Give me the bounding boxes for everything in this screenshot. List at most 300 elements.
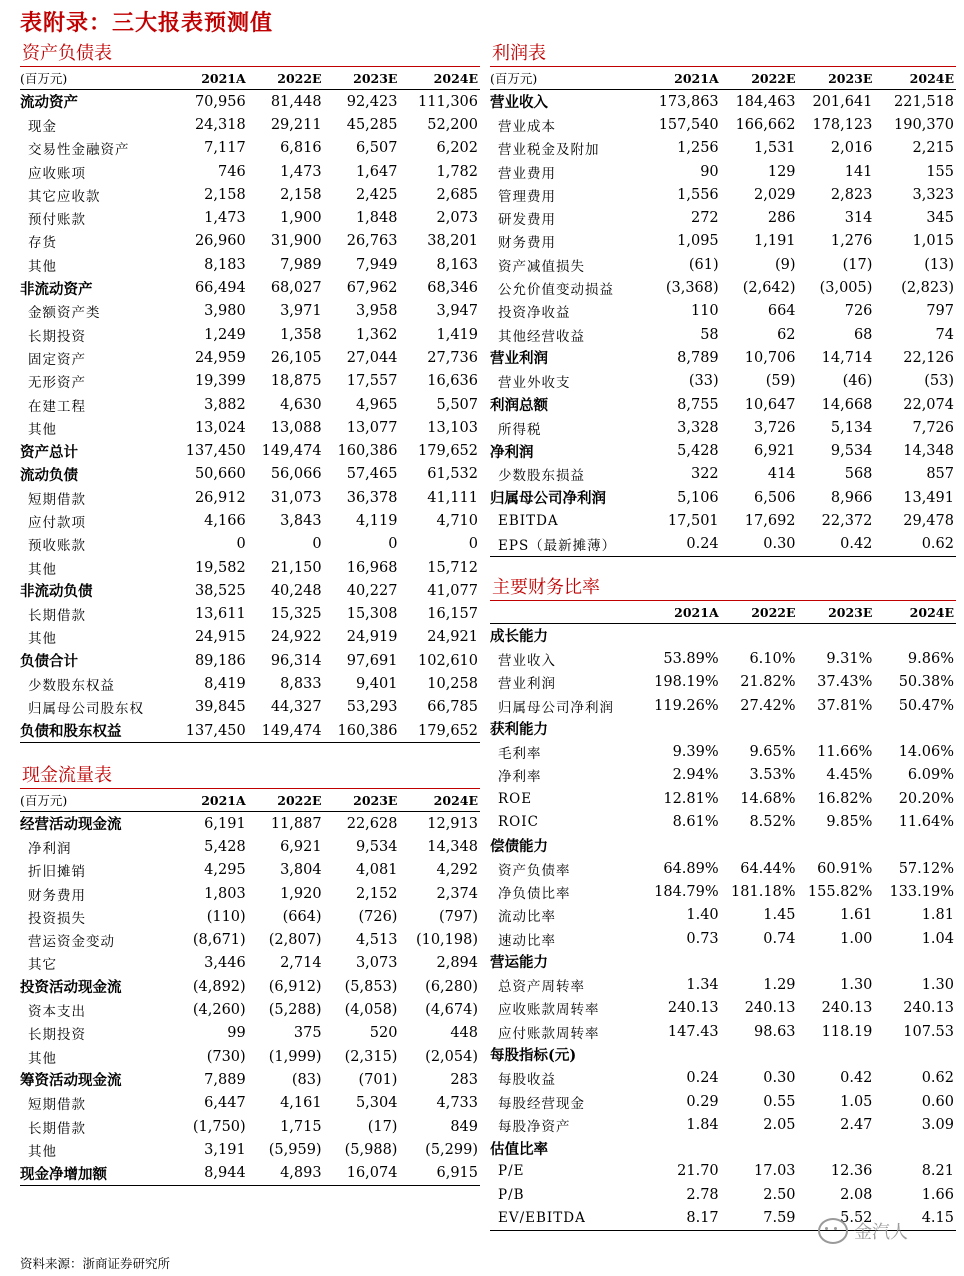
cell-value: 240.13 <box>744 1000 796 1017</box>
cell-value: 9.65% <box>749 744 796 761</box>
cell-value: (2,642) <box>742 280 796 297</box>
cell-value: 9.31% <box>826 650 873 667</box>
table-header-row <box>20 67 480 90</box>
cell-value: 2,714 <box>280 955 322 972</box>
row-label: 营业费用 <box>498 165 556 182</box>
cell-value: 8.61% <box>672 814 719 831</box>
row-label: P/E <box>498 1163 525 1180</box>
table-row <box>20 859 480 882</box>
cell-value: 41,077 <box>427 582 478 599</box>
row-label: 短期借款 <box>28 1097 86 1114</box>
cell-value: 3,073 <box>355 955 398 972</box>
cell-value: 9,401 <box>355 676 398 693</box>
cell-value: 1.34 <box>686 977 719 994</box>
cell-value: 20.20% <box>898 790 954 807</box>
unit-label: (百万元) <box>20 67 172 90</box>
table-row <box>20 882 480 905</box>
row-label: 归属母公司净利润 <box>490 490 606 508</box>
cell-value <box>644 717 721 740</box>
table-row <box>20 416 480 439</box>
cell-value <box>874 950 956 973</box>
cell-value: 137,450 <box>172 719 248 743</box>
cell-value: 568 <box>844 466 873 483</box>
table-row <box>490 1137 956 1160</box>
cell-value <box>798 1043 875 1066</box>
row-label: 利润总额 <box>490 397 548 414</box>
row-label: 筹资活动现金流 <box>20 1072 122 1090</box>
table-row <box>490 137 956 160</box>
row-label: 其他 <box>28 421 57 438</box>
table-row <box>20 626 480 649</box>
row-label: 净利率 <box>498 769 542 786</box>
cell-value: (9) <box>774 256 796 273</box>
cell-value: 0.73 <box>686 930 719 947</box>
table-row <box>20 1115 480 1138</box>
cell-value: 9,534 <box>355 838 398 855</box>
cell-value: 12.81% <box>663 790 719 807</box>
cell-value: 2.05 <box>763 1116 796 1133</box>
cell-value: 53,293 <box>346 699 398 716</box>
cell-value: 61,532 <box>427 466 478 483</box>
row-label: 负债和股东权益 <box>20 719 172 743</box>
table-row <box>490 230 956 253</box>
cell-value: 0.42 <box>798 533 875 557</box>
row-label: 成长能力 <box>490 628 548 646</box>
cell-value: 1,362 <box>355 326 398 343</box>
cell-value: 1,556 <box>677 186 719 203</box>
cell-value: 179,652 <box>399 719 480 743</box>
cell-value: 4,295 <box>204 862 246 879</box>
cell-value: 4,630 <box>280 396 322 413</box>
table-row <box>20 672 480 695</box>
cell-value: 74 <box>935 326 954 343</box>
row-label: 非流动资产 <box>20 280 93 298</box>
cell-value: 13,611 <box>194 606 246 623</box>
row-label: 长期投资 <box>28 1027 86 1044</box>
cell-value: 0.29 <box>686 1093 719 1110</box>
cell-value: 37.43% <box>817 674 873 691</box>
table-row <box>490 997 956 1020</box>
cell-value: 6,506 <box>754 489 796 506</box>
table-row <box>490 346 956 369</box>
cell-value: 64.44% <box>740 860 796 877</box>
cell-value: 13,491 <box>903 489 954 506</box>
table-row <box>490 416 956 439</box>
table-row <box>20 812 480 836</box>
row-label: 投资活动现金流 <box>20 979 122 997</box>
cell-value: 184,463 <box>735 93 796 110</box>
row-label: 其他 <box>28 631 57 648</box>
cell-value: 4,965 <box>355 396 398 413</box>
table-row <box>490 486 956 509</box>
row-label: 归属母公司股东权 <box>28 701 144 718</box>
table-row <box>490 717 956 740</box>
cell-value: 0.62 <box>921 1070 954 1087</box>
cell-value: 0 <box>236 536 246 553</box>
table-row <box>490 834 956 857</box>
cell-value: 3,980 <box>204 303 246 320</box>
cell-value <box>721 1137 798 1160</box>
cell-value: 1.45 <box>763 907 796 924</box>
ratios-section <box>490 576 956 1231</box>
cell-value <box>644 1137 721 1160</box>
table-row <box>20 323 480 346</box>
row-label: 营业利润 <box>490 350 548 368</box>
cell-value: 2,158 <box>280 186 322 203</box>
cell-value: 160,386 <box>337 443 398 460</box>
cell-value: 133.19% <box>889 883 954 900</box>
cell-value: 2.47 <box>840 1116 873 1133</box>
cell-value: 190,370 <box>894 116 954 133</box>
row-label: 其他经营收益 <box>498 328 585 345</box>
cell-value: (730) <box>206 1048 246 1065</box>
table-row <box>490 323 956 346</box>
cell-value: 58 <box>700 326 719 343</box>
cell-value: 27,736 <box>427 349 478 366</box>
row-label: 获利能力 <box>490 721 548 739</box>
cell-value: 40,248 <box>270 582 322 599</box>
row-label: 少数股东损益 <box>498 468 585 485</box>
cell-value: (10,198) <box>415 932 478 949</box>
cell-value: 286 <box>767 210 796 227</box>
cell-value: 283 <box>450 1071 478 1088</box>
cell-value: 0 <box>388 536 398 553</box>
cell-value: 8.21 <box>921 1163 954 1180</box>
cell-value: 14,348 <box>903 443 954 460</box>
row-label: 净负债比率 <box>498 885 571 902</box>
table-row <box>490 740 956 763</box>
row-label: 财务费用 <box>498 235 556 252</box>
cell-value: 11,887 <box>270 815 322 832</box>
cell-value: 14.06% <box>898 744 954 761</box>
table-row <box>20 393 480 416</box>
cell-value: 1.81 <box>921 907 954 924</box>
cell-value: 0.62 <box>874 533 956 557</box>
row-label: 预收账款 <box>28 538 86 555</box>
row-label: 流动负债 <box>20 466 78 484</box>
cell-value: 1.84 <box>686 1116 719 1133</box>
table-row <box>490 533 956 557</box>
cell-value <box>721 834 798 857</box>
cell-value: 98.63 <box>754 1023 796 1040</box>
cell-value: 3,958 <box>355 303 398 320</box>
cell-value: (2,315) <box>344 1048 398 1065</box>
table-row <box>20 928 480 951</box>
cell-value: 0.74 <box>763 930 796 947</box>
row-label: 其他 <box>28 1050 57 1067</box>
cell-value: 24,915 <box>194 629 246 646</box>
cell-value: 10,647 <box>744 396 796 413</box>
cell-value: 37.81% <box>817 697 873 714</box>
cell-value: 141 <box>844 163 873 180</box>
unit-label: (百万元) <box>490 67 644 90</box>
cell-value: 12.36 <box>830 1163 873 1180</box>
cell-value: 9.39% <box>672 744 719 761</box>
cell-value: 67,962 <box>346 280 398 297</box>
cell-value: 27.42% <box>740 697 796 714</box>
cell-value: 16,636 <box>427 373 478 390</box>
column-header: 2021A <box>172 789 248 812</box>
row-label: ROE <box>498 790 533 807</box>
table-row <box>490 694 956 717</box>
row-label: 每股收益 <box>498 1072 556 1089</box>
table-row <box>490 1183 956 1206</box>
cell-value: 726 <box>844 303 873 320</box>
cash-flow-table <box>20 789 480 1186</box>
column-header: 2024E <box>874 601 956 624</box>
table-row <box>490 857 956 880</box>
cell-value: 129 <box>767 163 796 180</box>
cell-value: 155.82% <box>807 883 873 900</box>
table-row <box>490 1067 956 1090</box>
cell-value <box>644 834 721 857</box>
cell-value: 0.30 <box>763 1070 796 1087</box>
row-label: 现金净增加额 <box>20 1161 172 1185</box>
table-row <box>20 463 480 486</box>
cell-value: 6,507 <box>355 140 398 157</box>
cell-value: 50.47% <box>898 697 954 714</box>
cell-value: 7,989 <box>280 256 322 273</box>
cell-value: 29,478 <box>903 512 954 529</box>
cell-value: 1,473 <box>280 163 322 180</box>
cell-value: 746 <box>218 163 246 180</box>
table-row <box>20 206 480 229</box>
cell-value: 6,921 <box>280 838 322 855</box>
table-row <box>490 1043 956 1066</box>
cell-value: 2,016 <box>830 140 873 157</box>
row-label: 应付款项 <box>28 514 86 531</box>
row-label: 投资净收益 <box>498 305 571 322</box>
table-row <box>490 927 956 950</box>
cell-value: 57,465 <box>346 466 398 483</box>
column-header: 2022E <box>721 601 798 624</box>
cell-value: 0 <box>312 536 322 553</box>
row-label: 速动比率 <box>498 932 556 949</box>
cell-value: 22,074 <box>903 396 954 413</box>
table-row <box>490 253 956 276</box>
cell-value: 38,525 <box>194 582 246 599</box>
cell-value <box>644 624 721 648</box>
cell-value: 1.66 <box>921 1186 954 1203</box>
cell-value: 4,119 <box>355 512 398 529</box>
cell-value: 5,106 <box>677 489 719 506</box>
cell-value: 14.68% <box>740 790 796 807</box>
table-row <box>490 463 956 486</box>
cell-value: 1,782 <box>436 163 478 180</box>
cell-value: 12,913 <box>427 815 478 832</box>
cell-value: 1.00 <box>840 930 873 947</box>
cell-value: 1.61 <box>840 907 873 924</box>
table-row <box>490 1160 956 1183</box>
cell-value: 2.08 <box>840 1186 873 1203</box>
cell-value: 66,494 <box>194 280 246 297</box>
cash-flow-title: 现金流量表 <box>22 765 112 786</box>
cell-value: 4.15 <box>874 1206 956 1230</box>
cell-value: 2,894 <box>436 955 478 972</box>
cell-value <box>798 624 875 648</box>
cell-value: 3.09 <box>921 1116 954 1133</box>
row-label: 财务费用 <box>28 887 86 904</box>
cell-value: 1.30 <box>921 977 954 994</box>
cell-value: 6.09% <box>907 767 954 784</box>
cell-value: 1.05 <box>840 1093 873 1110</box>
cell-value: 9.85% <box>826 814 873 831</box>
cell-value: 5,134 <box>830 419 873 436</box>
row-label: 固定资产 <box>28 351 86 368</box>
source-note: 资料来源：浙商证券研究所 <box>20 1256 171 1271</box>
cell-value: 3,843 <box>280 512 322 529</box>
table-row <box>20 556 480 579</box>
row-label: 交易性金融资产 <box>28 142 130 159</box>
cell-value: (4,674) <box>425 1002 478 1019</box>
table-row <box>490 370 956 393</box>
table-row <box>20 183 480 206</box>
cell-value: 2.78 <box>686 1186 719 1203</box>
cell-value <box>721 1043 798 1066</box>
cell-value: 68,027 <box>270 280 322 297</box>
cell-value: 60.91% <box>817 860 873 877</box>
row-label: 流动比率 <box>498 909 556 926</box>
cell-value <box>721 950 798 973</box>
cell-value: 62 <box>777 326 796 343</box>
cell-value: (726) <box>358 908 398 925</box>
cell-value: 19,399 <box>194 373 246 390</box>
cell-value: 7,949 <box>355 256 398 273</box>
cell-value: 21.82% <box>740 674 796 691</box>
cell-value: 0.30 <box>721 533 798 557</box>
cell-value: 14,668 <box>821 396 873 413</box>
table-row <box>20 649 480 672</box>
cell-value: 797 <box>926 303 954 320</box>
cell-value: 44,327 <box>270 699 322 716</box>
cell-value: 3,328 <box>677 419 719 436</box>
column-header: 2022E <box>721 67 798 90</box>
cell-value: (8,671) <box>192 932 246 949</box>
cell-value: 0.24 <box>644 533 721 557</box>
row-label: 投资损失 <box>28 910 86 927</box>
cell-value: 14,348 <box>427 838 478 855</box>
cell-value: 7,889 <box>204 1071 246 1088</box>
cell-value: 3,971 <box>280 303 322 320</box>
watermark <box>818 1218 908 1244</box>
cell-value: 8,755 <box>677 396 719 413</box>
ratios-table <box>490 601 956 1231</box>
cell-value: 155 <box>926 163 954 180</box>
table-row <box>20 1022 480 1045</box>
cash-flow-section <box>20 764 480 1186</box>
cell-value <box>874 834 956 857</box>
table-row <box>490 671 956 694</box>
table-row <box>20 486 480 509</box>
cell-value: 1,419 <box>436 326 478 343</box>
cell-value: (5,988) <box>344 1141 398 1158</box>
cell-value: (59) <box>765 373 796 390</box>
cell-value: 6,447 <box>204 1095 246 1112</box>
cell-value: 17,501 <box>667 512 719 529</box>
cell-value: 5,507 <box>436 396 478 413</box>
cell-value <box>798 717 875 740</box>
row-label: 资产负债率 <box>498 862 571 879</box>
cell-value: (3,368) <box>665 280 719 297</box>
cell-value: 1,473 <box>204 210 246 227</box>
row-label: 应收账款周转率 <box>498 1002 600 1019</box>
row-label: 归属母公司净利润 <box>498 699 614 716</box>
income-statement-table <box>490 67 956 557</box>
table-row <box>20 952 480 975</box>
table-row <box>490 647 956 670</box>
cell-value: 3,882 <box>204 396 246 413</box>
cell-value: 7.59 <box>721 1206 798 1230</box>
wechat-icon <box>818 1218 848 1244</box>
cell-value: 2,215 <box>912 140 954 157</box>
table-row <box>20 696 480 719</box>
table-row <box>490 787 956 810</box>
cell-value: 1,015 <box>912 233 954 250</box>
cell-value: 1,276 <box>830 233 873 250</box>
cell-value: (4,260) <box>192 1002 246 1019</box>
cell-value: 118.19 <box>821 1023 873 1040</box>
table-row <box>490 439 956 462</box>
cell-value: 149,474 <box>261 443 322 460</box>
cell-value: 8,833 <box>280 676 322 693</box>
cell-value: 68,346 <box>427 280 478 297</box>
cell-value: 70,956 <box>194 93 246 110</box>
cell-value: 31,073 <box>270 489 322 506</box>
table-row <box>20 113 480 136</box>
table-row <box>490 950 956 973</box>
cell-value: (46) <box>842 373 873 390</box>
unit-label <box>490 601 644 624</box>
row-label: 短期借款 <box>28 491 86 508</box>
cell-value: 4,710 <box>436 512 478 529</box>
row-label: 非流动负债 <box>20 583 93 601</box>
table-row <box>20 975 480 998</box>
table-row <box>20 1045 480 1068</box>
row-label: 其它 <box>28 957 57 974</box>
row-label: 营运能力 <box>490 954 548 972</box>
cell-value: 147.43 <box>667 1023 719 1040</box>
cell-value: 22,372 <box>821 512 873 529</box>
cell-value: 15,325 <box>270 606 322 623</box>
cell-value: 2,374 <box>436 885 478 902</box>
cell-value: 0 <box>468 536 478 553</box>
cell-value: 40,227 <box>346 582 398 599</box>
column-header: 2022E <box>248 67 324 90</box>
table-header-row <box>20 789 480 812</box>
cell-value: 39,845 <box>194 699 246 716</box>
table-row <box>20 90 480 114</box>
cell-value: 24,922 <box>270 629 322 646</box>
table-row <box>490 393 956 416</box>
cell-value: 2,029 <box>754 186 796 203</box>
cell-value: 5.52 <box>798 1206 875 1230</box>
cell-value: 1.40 <box>686 907 719 924</box>
column-header: 2023E <box>798 601 875 624</box>
cell-value: 1,256 <box>677 140 719 157</box>
cell-value: 8,789 <box>677 349 719 366</box>
cell-value: 52,200 <box>427 116 478 133</box>
cell-value: 89,186 <box>194 652 246 669</box>
cell-value: 90 <box>700 163 719 180</box>
cell-value: 29,211 <box>270 116 322 133</box>
cell-value: 1,715 <box>280 1118 322 1135</box>
cell-value <box>644 950 721 973</box>
cell-value: 27,044 <box>346 349 398 366</box>
cell-value: 119.26% <box>654 697 719 714</box>
cell-value: (83) <box>291 1071 322 1088</box>
table-row <box>20 160 480 183</box>
cell-value: 7,726 <box>912 419 954 436</box>
